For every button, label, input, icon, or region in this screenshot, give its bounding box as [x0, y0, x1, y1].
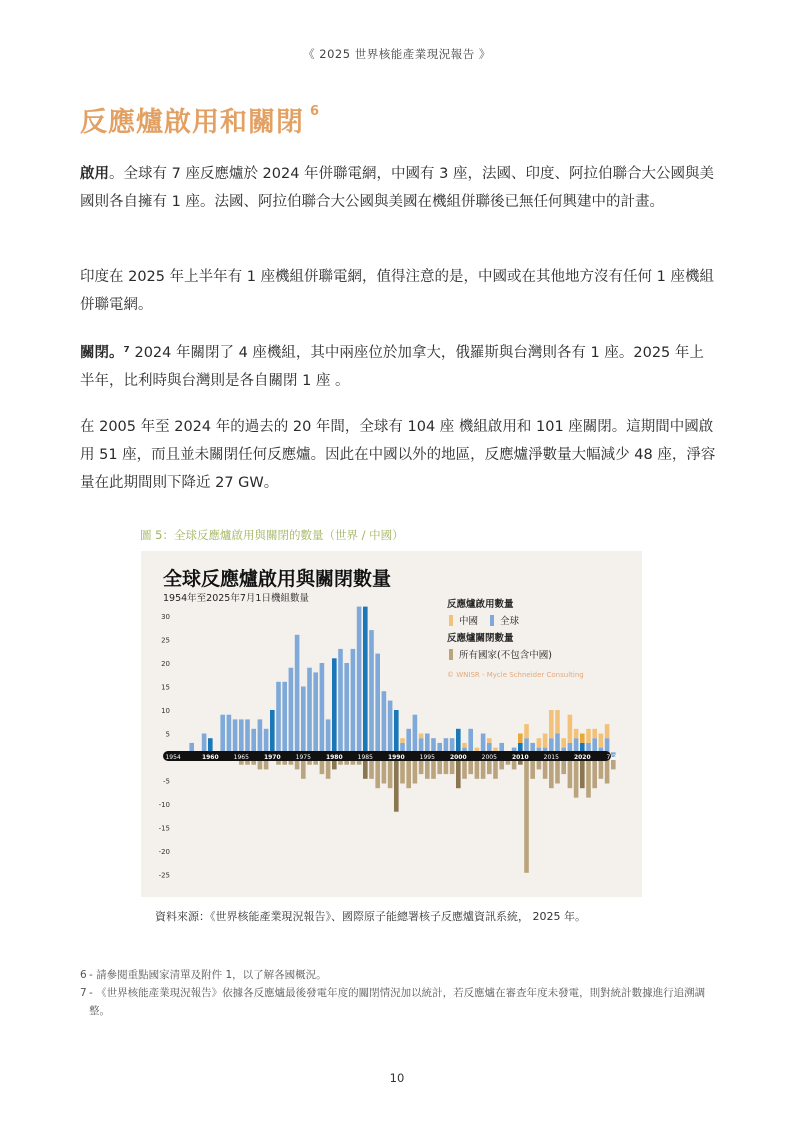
- startup-bar-china: [605, 724, 610, 738]
- closure-bar: [437, 760, 442, 774]
- paragraph-text: 印度在 2025 年上半年有 1 座機組併聯電網，值得注意的是，中國或在其他地方沒有任何 1 座機組併聯電網。: [80, 269, 715, 313]
- x-tick-label: 1980: [325, 754, 343, 761]
- chart-title: 全球反應爐啟用與關閉數量: [163, 568, 392, 590]
- startup-bar-china: [592, 729, 597, 738]
- startup-bar-china: [543, 734, 548, 748]
- footnote-6: [80, 966, 720, 984]
- paragraph-lead-startups: 啟用: [80, 166, 109, 182]
- startup-bar-world: [338, 649, 343, 757]
- legend-closure-all: 所有國家(不包含中國): [459, 650, 552, 661]
- startup-bar-world: [332, 658, 337, 757]
- figure-source: 資料來源：《世界核能產業現況報告》、國際原子能總署核子反應爐資訊系統， 2025 年。: [155, 910, 586, 923]
- startup-bar-china: [518, 734, 523, 743]
- closure-bar: [543, 760, 548, 779]
- footnotes: [80, 966, 720, 1020]
- closure-bar: [264, 760, 269, 769]
- y-tick-label: 20: [161, 660, 170, 668]
- legend-world: 全球: [500, 616, 520, 627]
- x-tick-label: 1965: [233, 754, 249, 761]
- paragraph-text: 在 2005 年至 2024 年的過去的 20 年間，全球有 104 座 機組啟用和 101 座關閉。這期間中國啟用 51 座，而且並未關閉任何反應爐。因此在中國以外的地區，反應爐淨數量大幅減少 48 座，淨容量在此期間則下降近 27 GW。: [80, 419, 716, 491]
- footnote-ref-7[interactable]: 。⁷: [109, 345, 130, 361]
- legend-swatch-closure: [449, 649, 453, 660]
- startup-bar-china: [599, 734, 604, 748]
- x-tick-label: 7/25: [606, 754, 621, 761]
- startup-bar-world: [301, 687, 306, 758]
- closure-bar: [549, 760, 554, 788]
- startup-bar-china: [524, 724, 529, 738]
- startup-bar-china: [400, 738, 405, 743]
- x-tick-label: 2015: [543, 754, 559, 761]
- startup-bar-world: [375, 654, 380, 757]
- paragraph-closures: [80, 339, 716, 395]
- closure-bar: [574, 760, 579, 798]
- y-tick-label: 5: [165, 730, 170, 739]
- closure-bar: [382, 760, 387, 784]
- startup-bar-world: [220, 715, 225, 757]
- closure-bar: [444, 760, 449, 774]
- figure-caption: 圖 5：全球反應爐啟用與關閉的數量（世界 / 中國）: [140, 528, 404, 542]
- x-tick-label: 1995: [419, 754, 435, 761]
- x-axis: [163, 751, 620, 761]
- startup-bar-world: [344, 663, 349, 757]
- startup-bar-china: [487, 738, 492, 743]
- startup-bar-china: [580, 734, 585, 743]
- startup-bar-china: [574, 729, 579, 738]
- x-tick-label: 1990: [387, 754, 405, 761]
- section-title-text: 反應爐啟用和關閉: [80, 107, 304, 138]
- startups-closures-chart: [141, 551, 642, 897]
- closure-bar: [481, 760, 486, 779]
- startup-bar-china: [462, 743, 467, 748]
- startup-bar-world: [363, 607, 368, 757]
- paragraph-startups: [80, 160, 716, 216]
- legend-closure-heading: 反應爐關閉數量: [447, 633, 514, 644]
- closure-bar: [375, 760, 380, 788]
- legend-swatch-world: [490, 615, 494, 626]
- paragraph-twenty-years: [80, 413, 716, 497]
- startup-bar-world: [227, 715, 232, 757]
- closure-bar: [487, 760, 492, 774]
- x-tick-label: 1970: [263, 754, 281, 761]
- closure-bar: [450, 760, 455, 774]
- paragraph-lead-closures: 關閉: [80, 345, 109, 361]
- legend-swatch-china: [449, 615, 453, 626]
- closure-bar: [326, 760, 331, 779]
- closure-bar: [320, 760, 325, 774]
- footnote-7: [80, 984, 720, 1020]
- chart-watermark: © WNISR - Mycle Schneider Consulting: [447, 671, 584, 679]
- x-tick-label: 2005: [481, 754, 497, 761]
- closure-bar: [462, 760, 467, 779]
- chart-legend: [447, 598, 584, 679]
- y-tick-label: -20: [158, 848, 170, 856]
- closure-bar: [419, 760, 424, 774]
- startup-bar-china: [549, 710, 554, 738]
- startup-bar-world: [388, 701, 393, 757]
- closure-bar: [388, 760, 393, 788]
- closure-bar: [499, 760, 504, 769]
- footnote-ref-6[interactable]: 6: [310, 104, 321, 119]
- startup-bar-world: [295, 635, 300, 757]
- startup-bar-china: [568, 715, 573, 743]
- startup-bar-world: [282, 682, 287, 757]
- startup-bar-china: [561, 738, 566, 747]
- closure-bar: [369, 760, 374, 779]
- footnote-text: - 請參閱重點國家清單及附件 1，以了解各國概況。: [89, 969, 327, 981]
- closure-bar: [295, 760, 300, 769]
- y-tick-label: 10: [161, 707, 170, 715]
- startup-bar-world: [351, 649, 356, 757]
- x-tick-label: 1975: [295, 754, 311, 761]
- startup-bar-china: [555, 710, 560, 734]
- y-tick-label: 25: [161, 636, 170, 645]
- x-tick-label: 1985: [357, 754, 373, 761]
- legend-startup-heading: 反應爐啟用數量: [447, 599, 514, 610]
- closure-bar: [400, 760, 405, 784]
- startup-bar-world: [289, 668, 294, 757]
- legend-china: 中國: [459, 616, 479, 627]
- footnote-text: - 《世界核能產業現況報告》依據各反應爐最後發電年度的關閉情況加以統計，若反應爐在審查年度未發電，則對統計數據進行追溯調整。: [89, 987, 706, 1017]
- closure-bar: [605, 760, 610, 784]
- x-tick-label: 2010: [511, 754, 529, 761]
- closure-bar: [475, 760, 480, 779]
- startup-bar-world: [276, 682, 281, 757]
- closure-bar: [425, 760, 430, 779]
- startup-bar-china: [586, 729, 591, 743]
- footnote-number: 7: [80, 987, 87, 999]
- y-tick-label: -15: [158, 824, 170, 833]
- y-tick-label: -5: [163, 777, 170, 786]
- closure-bar: [530, 760, 535, 779]
- closure-bar: [512, 760, 517, 769]
- closure-bar: [568, 760, 573, 788]
- closure-bar: [394, 760, 399, 812]
- closure-bar: [468, 760, 473, 774]
- closure-bar: [332, 760, 337, 769]
- x-tick-label: 1960: [201, 754, 219, 761]
- closure-bar: [586, 760, 591, 798]
- closure-bar: [561, 760, 566, 774]
- closure-bar: [537, 760, 542, 769]
- closure-bar: [456, 760, 461, 788]
- x-tick-label: 2000: [449, 754, 467, 761]
- y-tick-label: -10: [158, 801, 170, 809]
- y-tick-label: -25: [158, 871, 170, 880]
- closure-bar: [555, 760, 560, 784]
- closure-bar: [592, 760, 597, 788]
- paragraph-text: 2024 年關閉了 4 座機組，其中兩座位於加拿大，俄羅斯與台灣則各有 1 座。2025 年上半年，比利時與台灣則是各自關閉 1 座 。: [80, 345, 704, 389]
- y-axis-ticks: [159, 613, 170, 880]
- closure-bar: [363, 760, 368, 779]
- chart-bars: [171, 607, 616, 873]
- closure-bar: [431, 760, 436, 779]
- startup-bar-china: [537, 738, 542, 747]
- closure-bar: [406, 760, 411, 788]
- chart-subtitle: 1954年至2025年7月1日機組數量: [163, 593, 309, 604]
- y-tick-label: 30: [161, 613, 170, 621]
- closure-bar: [258, 760, 263, 769]
- startup-bar-world: [413, 715, 418, 757]
- closure-bar: [599, 760, 604, 779]
- closure-bar: [493, 760, 498, 779]
- startup-bar-world: [394, 710, 399, 757]
- running-header: 《 2025 世界核能產業現況報告 》: [303, 47, 491, 61]
- startup-bar-world: [369, 630, 374, 757]
- startup-bar-world: [270, 710, 275, 757]
- startup-bar-world: [307, 668, 312, 757]
- footnote-number: 6: [80, 969, 87, 981]
- x-tick-label: 1954: [165, 754, 181, 761]
- startup-bar-china: [419, 734, 424, 739]
- y-tick-label: 15: [161, 683, 170, 692]
- paragraph-text: 。全球有 7 座反應爐於 2024 年併聯電網，中國有 3 座，法國、印度、阿拉伯聯合大公國與美國則各自擁有 1 座。法國、阿拉伯聯合大公國與美國在機組併聯後已無任何興建中的計畫。: [80, 166, 715, 210]
- closure-bar: [524, 760, 529, 873]
- section-title: [80, 100, 320, 139]
- paragraph-india: [80, 263, 716, 319]
- chart-svg: [141, 551, 642, 897]
- closure-bar: [580, 760, 585, 788]
- x-tick-label: 2020: [573, 754, 591, 761]
- closure-bar: [611, 760, 616, 769]
- closure-bar: [301, 760, 306, 779]
- startup-bar-world: [357, 607, 362, 757]
- closure-bar: [413, 760, 418, 784]
- page-number: 10: [389, 1071, 405, 1085]
- startup-bar-world: [382, 691, 387, 757]
- startup-bar-world: [313, 672, 318, 757]
- startup-bar-world: [320, 663, 325, 757]
